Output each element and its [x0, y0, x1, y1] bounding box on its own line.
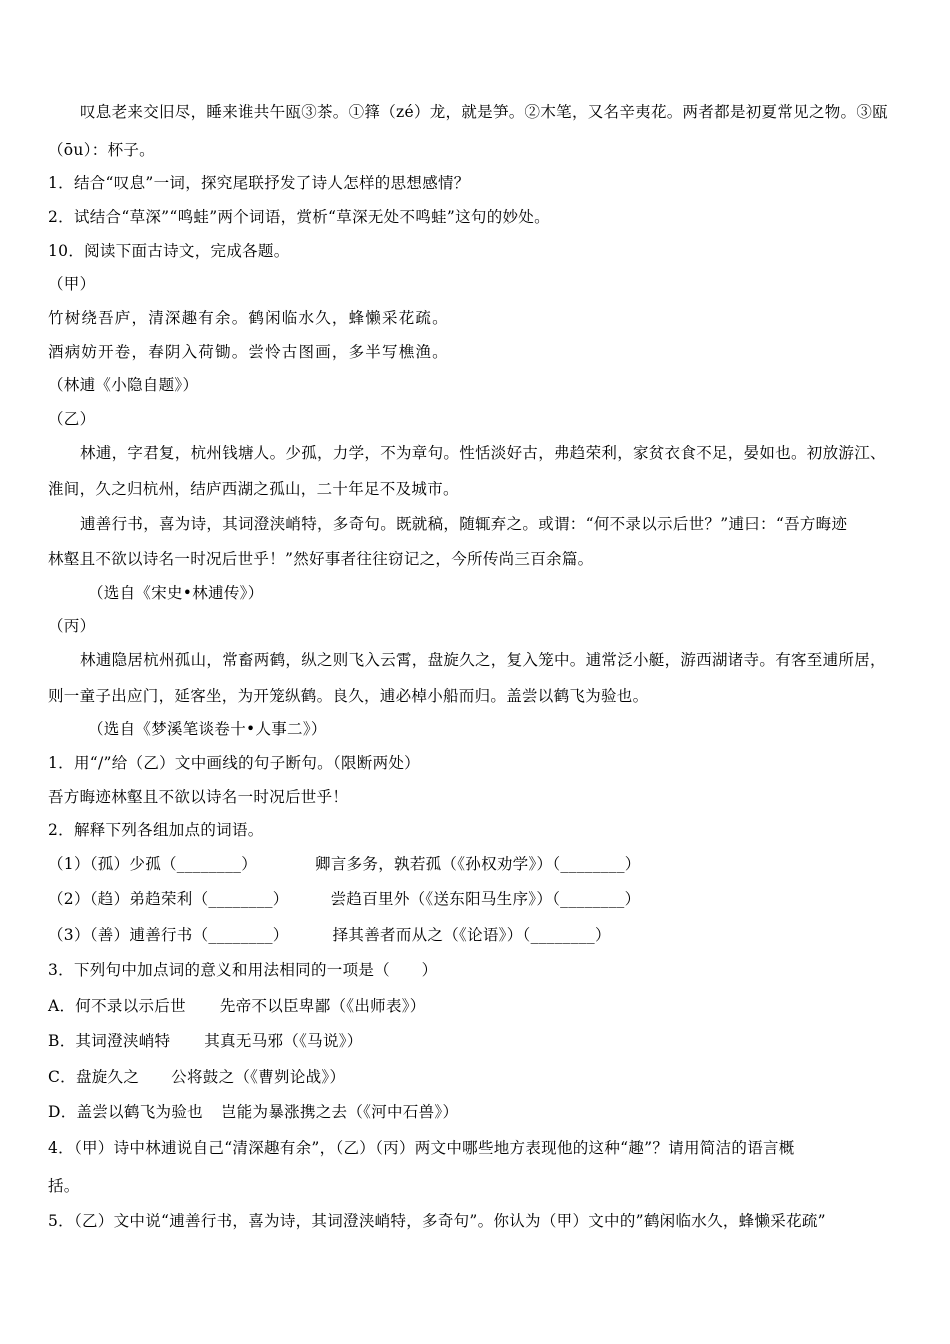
- vocab-item-1-a: （1）（孤）少孤（________）: [48, 855, 258, 873]
- option-b-compare: 其真无马邪（《马说》）: [204, 1032, 363, 1050]
- text-yi-para-2-cont: 林壑且不欲以诗名一时况后世乎！”然好事者往往窃记之，今所传尚三百余篇。: [48, 550, 594, 568]
- poem-line-with-notes: 叹息老来交旧尽，睡来谁共午瓯③茶。①箨（zé）龙，就是笋。②木笔，又名辛夷花。两者都是初夏常见之物。③瓯: [80, 103, 888, 121]
- vocab-item-3: [48, 924, 611, 946]
- question-1: 1．结合“叹息”一词，探究尾联抒发了诗人怎样的思想感情？: [48, 174, 470, 192]
- vocab-item-2: [48, 888, 640, 910]
- option-c: [48, 1066, 345, 1088]
- sentence-to-punctuate: 吾方晦迹林壑且不欲以诗名一时况后世乎！: [48, 788, 349, 806]
- vocab-item-1-b: 卿言多务，孰若孤（《孙权劝学》）（________）: [315, 855, 641, 873]
- sub-question-4-cont: 括。: [48, 1177, 80, 1195]
- option-d: [48, 1101, 458, 1123]
- question-2: 2．试结合“草深”“鸣蛙”两个词语，赏析“草深无处不鸣蛙”这句的妙处。: [48, 208, 550, 226]
- option-c-text: C．盘旋久之: [48, 1068, 140, 1086]
- sub-question-3: 3．下列句中加点词的意义和用法相同的一项是（ ）: [48, 961, 438, 979]
- sub-question-5: 5．（乙）文中说“逋善行书，喜为诗，其词澄浃峭特，多奇句”。你认为（甲）文中的”鹤闲临水久，蜂懒采花疏”: [48, 1212, 826, 1230]
- poem-jia-source: （林逋《小隐自题》）: [48, 376, 199, 394]
- text-yi-source: （选自《宋史•林逋传》）: [88, 584, 264, 602]
- option-b: [48, 1030, 363, 1052]
- option-a-compare: 先帝不以臣卑鄙（《出师表》）: [219, 997, 426, 1015]
- sub-question-1: 1．用“/”给（乙）文中画线的句子断句。（限断两处）: [48, 754, 420, 772]
- label-yi: （乙）: [48, 410, 96, 428]
- option-c-compare: 公将鼓之（《曹刿论战》）: [171, 1068, 346, 1086]
- sub-question-4: 4．（甲）诗中林逋说自己“清深趣有余”，（乙）（丙）两文中哪些地方表现他的这种“趣”？请用简洁的语言概: [48, 1139, 795, 1157]
- vocab-item-3-b: 择其善者而从之（《论语》）（________）: [332, 926, 611, 944]
- label-bing: （丙）: [48, 617, 96, 635]
- text-bing-source: （选自《梦溪笔谈卷十•人事二》）: [88, 720, 327, 738]
- option-b-text: B．其词澄浃峭特: [48, 1032, 171, 1050]
- poem-jia-line-1: 竹树绕吾庐，清深趣有余。鹤闲临水久，蜂懒采花疏。: [48, 309, 449, 327]
- section-10-heading: 10．阅读下面古诗文，完成各题。: [48, 242, 290, 260]
- text-yi-para-1-cont: 淮间，久之归杭州，结庐西湖之孤山，二十年足不及城市。: [48, 480, 459, 498]
- text-bing-para: 林逋隐居杭州孤山，常畜两鹤，纵之则飞入云霄，盘旋久之，复入笼中。逋常泛小艇，游西湖诸寺。有客至逋所居，: [80, 651, 886, 669]
- option-d-compare: 岂能为暴涨携之去（《河中石兽》）: [220, 1103, 459, 1121]
- vocab-item-1: [48, 853, 641, 875]
- note-continuation: （ōu）：杯子。: [48, 141, 155, 159]
- option-d-text: D．盖尝以鹤飞为验也: [48, 1103, 203, 1121]
- vocab-item-2-b: 尝趋百里外（《送东阳马生序》）（________）: [330, 890, 641, 908]
- vocab-item-3-a: （3）（善）逋善行书（________）: [48, 926, 289, 944]
- option-a: [48, 995, 426, 1017]
- text-yi-para-2: 逋善行书，喜为诗，其词澄浃峭特，多奇句。既就稿，随辄弃之。或谓：“何不录以示后世？”逋曰：“吾方晦迹: [80, 515, 848, 533]
- text-bing-para-cont: 则一童子出应门，延客坐，为开笼纵鹤。良久，逋必棹小船而归。盖尝以鹤飞为验也。: [48, 687, 649, 705]
- poem-jia-line-2: 酒病妨开卷，春阴入荷锄。尝怜古图画，多半写樵渔。: [48, 343, 449, 361]
- option-a-text: A．何不录以示后世: [48, 997, 186, 1015]
- label-jia: （甲）: [48, 275, 96, 293]
- text-yi-para-1: 林逋，字君复，杭州钱塘人。少孤，力学，不为章句。性恬淡好古，弗趋荣利，家贫衣食不足，晏如也。初放游江、: [80, 444, 886, 462]
- sub-question-2: 2．解释下列各组加点的词语。: [48, 821, 264, 839]
- vocab-item-2-a: （2）（趋）弟趋荣利（________）: [48, 890, 289, 908]
